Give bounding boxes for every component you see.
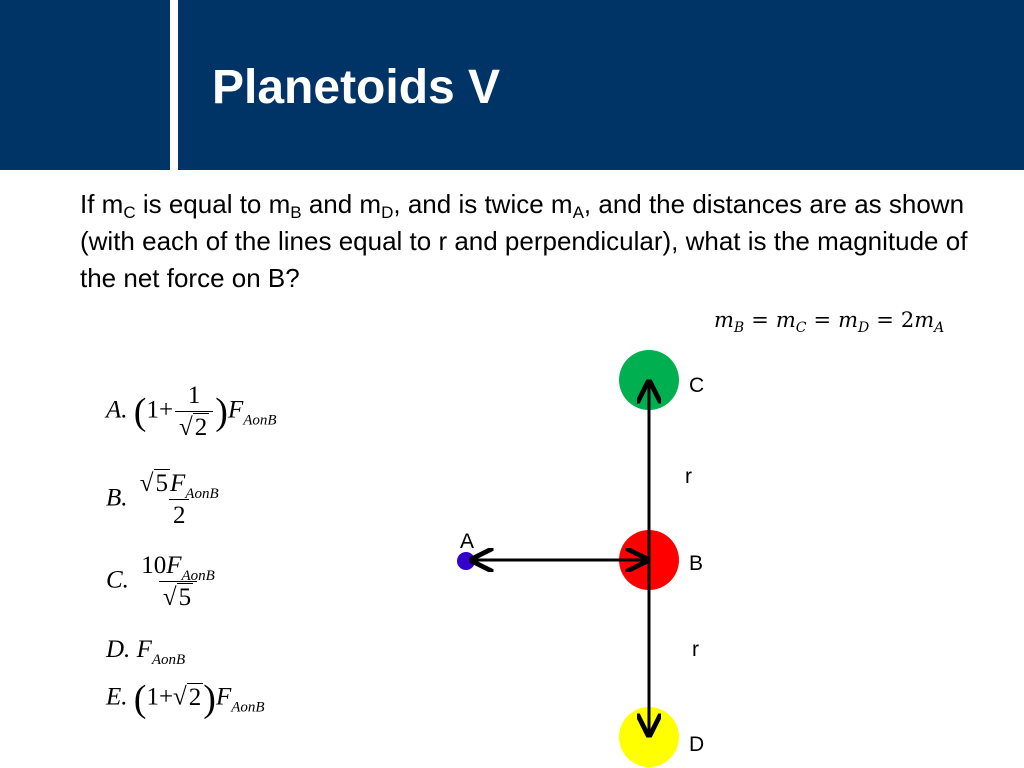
force-subscript: AonB (185, 486, 219, 502)
choice-label: D. (106, 636, 131, 663)
question-part: is equal to m (135, 189, 291, 219)
choice-label: E. (106, 683, 128, 711)
plus-sign: + (158, 396, 174, 424)
force-symbol: F (227, 396, 244, 424)
denominator: 2 (169, 499, 190, 530)
radicand: 5 (178, 584, 192, 611)
square-root: √5 (139, 470, 169, 497)
question-subscript: C (123, 203, 136, 222)
numerator: 1 (187, 382, 201, 409)
question-part: and m (301, 189, 382, 219)
planet-label-a: A (460, 530, 475, 553)
mass-symbol: m (714, 308, 734, 332)
force-subscript: AonB (151, 652, 186, 668)
plus-sign: + (158, 683, 174, 711)
term-one: 1 (146, 396, 159, 424)
mass-symbol: m (838, 308, 858, 332)
open-paren: ( (133, 678, 147, 720)
close-paren: ) (203, 678, 216, 720)
mass-subscript: B (733, 320, 745, 336)
question-subscript: B (290, 203, 302, 222)
planet-label-b: B (689, 552, 704, 575)
close-paren: ) (215, 391, 228, 433)
radicand: 2 (188, 683, 202, 711)
force-symbol: F (166, 552, 182, 579)
force-subscript: AonB (243, 412, 277, 429)
question-part: , and the distances are as shown (with each of the lines equal to r and perpendicular), what is the magnitude of the net force on B? (80, 189, 968, 293)
open-paren: ( (133, 391, 147, 433)
question-part: If m (80, 189, 124, 219)
choice-label: A. (106, 396, 128, 424)
force-subscript: AonB (181, 568, 215, 584)
equals-sign: = (876, 308, 894, 332)
force-subscript: AonB (231, 699, 265, 716)
coefficient: 2 (900, 308, 915, 332)
distance-label-upper: r (685, 465, 692, 488)
question-subscript: D (381, 203, 394, 222)
planet-label-d: D (689, 733, 705, 756)
denominator: √2 (175, 411, 213, 442)
mass-symbol: m (775, 308, 796, 332)
equals-sign: = (813, 308, 832, 332)
denominator: √5 (159, 581, 197, 612)
question-subscript: A (572, 203, 584, 222)
question-part: , and is twice m (393, 189, 573, 219)
radicand: 2 (194, 414, 208, 441)
choice-label: C. (106, 566, 129, 594)
term-one: 1 (146, 683, 159, 711)
mass-subscript: C (795, 320, 807, 336)
equals-sign: = (751, 308, 769, 332)
planet-label-c: C (689, 374, 705, 397)
mass-symbol: m (914, 308, 935, 332)
radicand: 5 (155, 470, 169, 497)
distance-label-lower: r (692, 638, 699, 661)
force-symbol: F (170, 470, 186, 497)
mass-subscript: A (934, 320, 945, 336)
force-symbol: F (215, 683, 232, 711)
force-symbol: F (136, 636, 152, 663)
coefficient: 10 (141, 552, 167, 579)
slide-title: Planetoids V (212, 61, 501, 114)
square-root: √2 (173, 683, 202, 711)
mass-subscript: D (858, 320, 870, 336)
choice-label: B. (106, 484, 128, 512)
